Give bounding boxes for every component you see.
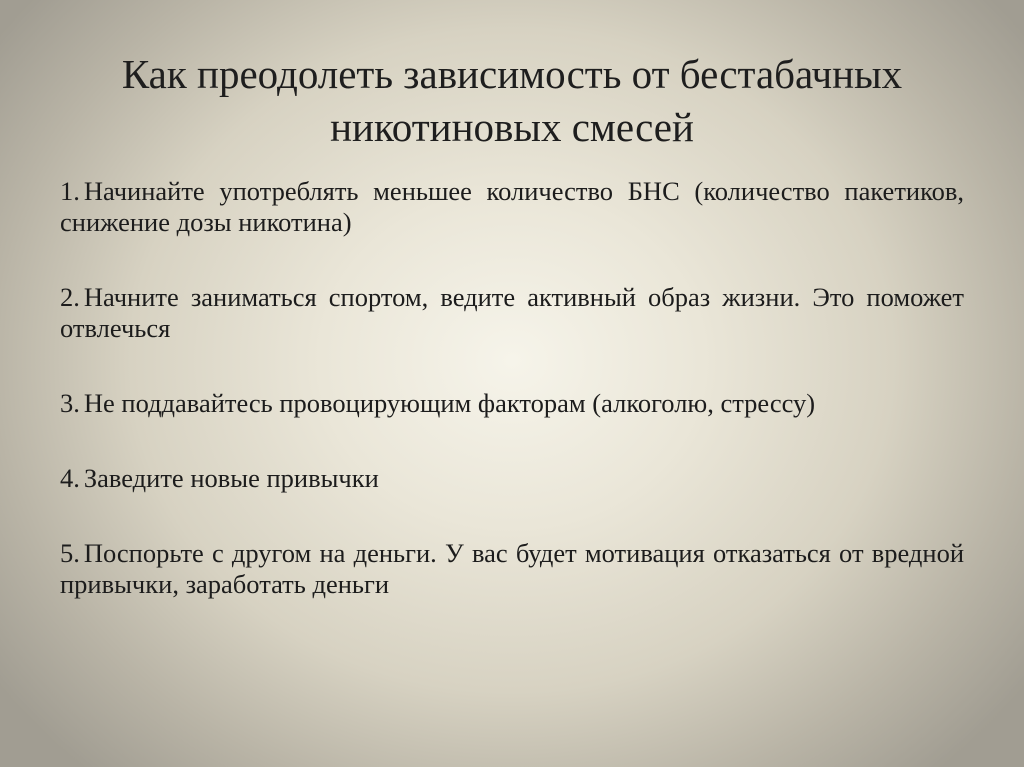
tip-number: 1.: [60, 176, 80, 206]
tips-list: [60, 176, 964, 644]
slide-title: [40, 48, 984, 154]
slide-title-line-2: никотиновых смесей: [330, 104, 694, 150]
tip-number: 5.: [60, 538, 80, 568]
tip-text: Не поддавайтесь провоцирующим факторам (алкоголю, стрессу): [83, 388, 816, 418]
tip-number: 3.: [60, 388, 80, 418]
tip-text: Поспорьте с другом на деньги. У вас будет мотивация отказаться от вредной привычки, заработать деньги: [60, 538, 964, 599]
tip-item-1: [60, 176, 964, 238]
tip-item-2: [60, 282, 964, 344]
tip-text: Заведите новые привычки: [83, 463, 379, 493]
tip-item-4: [60, 463, 964, 494]
tip-number: 2.: [60, 282, 80, 312]
tip-item-3: [60, 388, 964, 419]
slide-title-line-1: Как преодолеть зависимость от бестабачных: [121, 51, 903, 97]
tip-text: Начинайте употреблять меньшее количество БНС (количество пакетиков, снижение дозы никотина): [60, 176, 964, 237]
tip-item-5: [60, 538, 964, 600]
tip-text: Начните заниматься спортом, ведите активный образ жизни. Это поможет отвлечься: [60, 282, 964, 343]
tip-number: 4.: [60, 463, 80, 493]
